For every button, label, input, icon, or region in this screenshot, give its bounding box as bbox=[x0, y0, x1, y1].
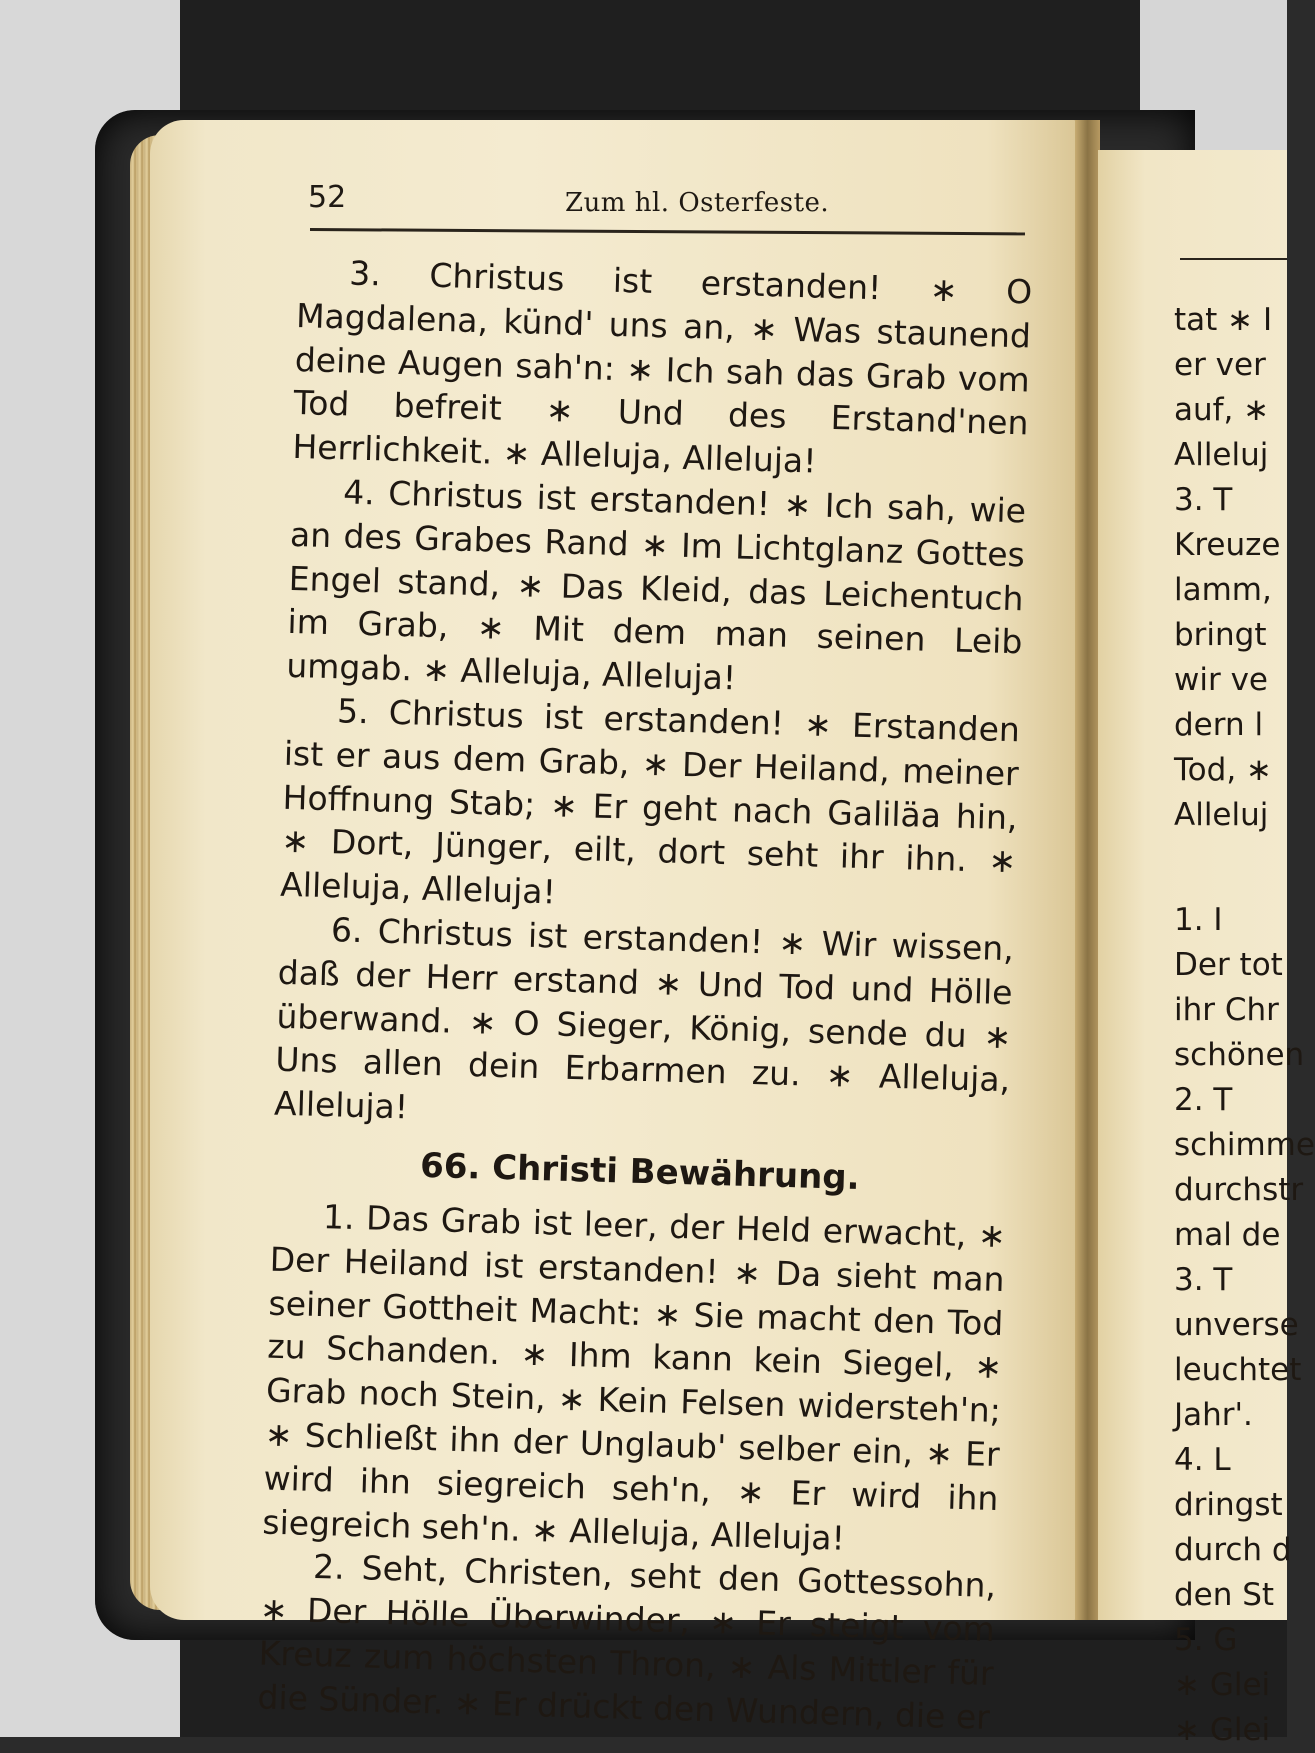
verse-paragraph: 5. Christus ist erstanden! ∗ Erstanden ist er aus dem Grab, ∗ Der Heiland, meiner Hoffnung Stab; ∗ Er geht nach Galiläa hin, ∗ Dort, Jünger, eilt, dort seht ihr ihn. ∗ Alleluja, Alleluja! bbox=[279, 691, 1021, 912]
verse-paragraph: 2. Seht, Christen, seht den Gottessohn, ∗ Der Hölle Überwinder, ∗ Er steigt vom Kreuz zum höchsten Thron, ∗ Als Mittler für die Sünder. ∗ Er drückt den Wundern, die er bbox=[257, 1547, 997, 1737]
text-line: tat ∗ I bbox=[1174, 302, 1273, 338]
text-line: ∗ Glei bbox=[1174, 1667, 1271, 1703]
text-line: Kreuze bbox=[1174, 527, 1281, 563]
text-line: Tod, ∗ bbox=[1174, 752, 1272, 788]
text-line: unverse bbox=[1174, 1307, 1299, 1343]
text-line: lamm, bbox=[1174, 572, 1272, 608]
text-line: 4. L bbox=[1174, 1442, 1231, 1478]
text-line: 1. I bbox=[1174, 902, 1223, 938]
text-line: 5. G bbox=[1174, 1622, 1238, 1658]
right-page-rule bbox=[1180, 258, 1287, 260]
text-line: dern l bbox=[1174, 707, 1264, 743]
text-line: ∗ Glei bbox=[1174, 1712, 1271, 1748]
text-line: Alleluj bbox=[1174, 437, 1269, 473]
text-line: durch d bbox=[1174, 1532, 1292, 1568]
text-line: er ver bbox=[1174, 347, 1266, 383]
text-line: schönen bbox=[1174, 1037, 1305, 1073]
text-line: 2. T bbox=[1174, 1082, 1233, 1118]
text-line: 3. T bbox=[1174, 482, 1233, 518]
text-line: 3. T bbox=[1174, 1262, 1233, 1298]
text-line: schimme bbox=[1174, 1127, 1315, 1163]
verse-paragraph: 3. Christus ist erstanden! ∗ O Magdalena, künd' uns an, ∗ Was staunend deine Augen sah'n: ∗ Ich sah das Grab vom Tod befreit ∗ Und des Erstand'nen Herrlichkeit. ∗ Alleluja, Alleluja! bbox=[291, 253, 1033, 481]
verse-paragraph: 6. Christus ist erstanden! ∗ Wir wissen, daß der Herr erstand ∗ Und Tod und Hölle überwand. ∗ O Sieger, König, sende du ∗ Uns allen dein Erbarmen zu. ∗ Alleluja, Alleluja! bbox=[273, 910, 1015, 1127]
page-number: 52 bbox=[308, 180, 347, 215]
right-page-text bbox=[1174, 298, 1315, 1753]
text-line: mal de bbox=[1174, 1217, 1281, 1253]
text-line: den St bbox=[1174, 1577, 1275, 1613]
text-line: auf, ∗ bbox=[1174, 392, 1270, 428]
text-line: ihr Chr bbox=[1174, 992, 1279, 1028]
text-line: dringst bbox=[1174, 1487, 1283, 1523]
text-line: wir ve bbox=[1174, 662, 1268, 698]
text-line: Der tot bbox=[1174, 947, 1283, 983]
verse-paragraph: 4. Christus ist erstanden! ∗ Ich sah, wie an des Grabes Rand ∗ Im Lichtglanz Gottes Engel stand, ∗ Das Kleid, das Leichentuch im Grab, ∗ Mit dem man seinen Leib umgab. ∗ Alleluja, Alleluja! bbox=[285, 472, 1027, 698]
book-gutter bbox=[1075, 120, 1100, 1620]
text-line: Jahr'. bbox=[1174, 1397, 1253, 1433]
verse-paragraph: 1. Das Grab ist leer, der Held erwacht, ∗ Der Heiland ist erstanden! ∗ Da sieht man seiner Gottheit Macht: ∗ Sie macht den Tod zu Schanden. ∗ Ihm kann kein Siegel, ∗ Grab noch Stein, ∗ Kein Felsen widersteh'n; ∗ Schließt ihn der Unglaub' selber ein, ∗ Er wird ihn siegreich seh'n, ∗ Er wird ihn siegreich seh'n. ∗ Alleluja, Alleluja! bbox=[261, 1197, 1007, 1558]
text-line: durchstr bbox=[1174, 1172, 1304, 1208]
text-line: Alleluj bbox=[1174, 797, 1269, 833]
text-line: bringt bbox=[1174, 617, 1267, 653]
hymn-heading: 66. Christi Bewährung. bbox=[419, 1145, 861, 1198]
text-line: leuchtet bbox=[1174, 1352, 1302, 1388]
running-head: Zum hl. Osterfeste. bbox=[565, 188, 830, 218]
left-page-text bbox=[257, 250, 1033, 1739]
